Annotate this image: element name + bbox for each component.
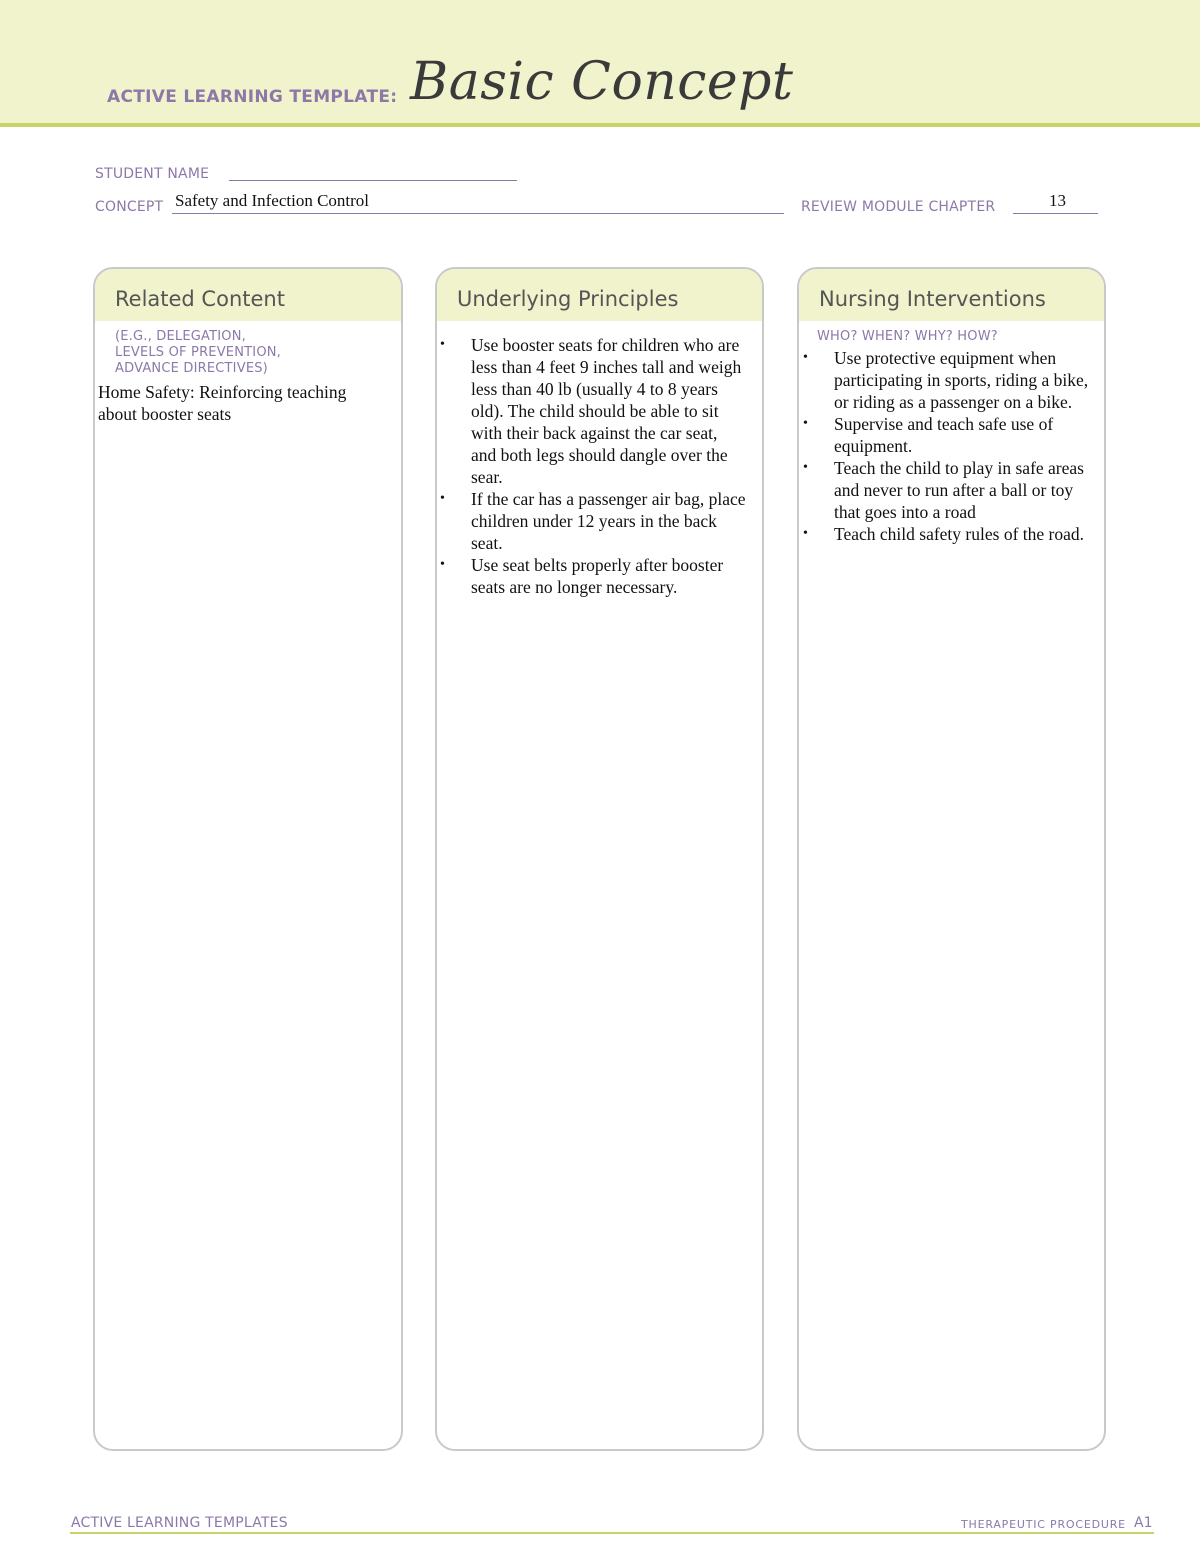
bullet-icon: • (803, 526, 808, 541)
list-item (440, 554, 746, 598)
bullet-icon: • (803, 460, 808, 475)
underlying-principles-panel (435, 267, 764, 1451)
chapter-value: 13 (1049, 191, 1066, 210)
list-item (440, 488, 746, 554)
page-title: Basic Concept (410, 52, 794, 112)
interventions-list[interactable] (799, 345, 1104, 545)
footer-rule (70, 1532, 1154, 1534)
related-content-subtitle (95, 321, 401, 377)
concept-value: Safety and Infection Control (175, 191, 370, 210)
principle-text: Use seat belts properly after booster seats are no longer necessary. (471, 555, 724, 597)
bullet-icon: • (803, 416, 808, 431)
intervention-text: Teach the child to play in safe areas and never to run after a ball or toy that goes into a road (834, 458, 1084, 522)
list-item (803, 457, 1090, 523)
footer-right: THERAPEUTIC PROCEDURE (961, 1518, 1126, 1531)
concept-field[interactable] (172, 191, 784, 214)
subtitle-line: LEVELS OF PREVENTION, (115, 345, 282, 360)
nursing-interventions-title: Nursing Interventions (799, 269, 1104, 321)
intervention-text: Supervise and teach safe use of equipment. (834, 414, 1054, 456)
list-item (803, 347, 1090, 413)
intervention-text: Teach child safety rules of the road. (834, 524, 1084, 544)
header-rule (0, 123, 1200, 127)
chapter-field[interactable] (1013, 191, 1098, 214)
concept-label: CONCEPT (95, 199, 164, 215)
related-content-title: Related Content (95, 269, 401, 321)
student-name-field[interactable] (229, 166, 517, 181)
bullet-icon: • (440, 337, 445, 352)
bullet-icon: • (803, 350, 808, 365)
list-item (803, 523, 1090, 545)
bullet-icon: • (440, 491, 445, 506)
principle-text: Use booster seats for children who are less than 4 feet 9 inches tall and weigh less than 40 lb (usually 4 to 8 years old). The child should be able to sit with their back against the car seat, and both legs should dangle over the sear. (471, 335, 742, 487)
page-number: A1 (1134, 1515, 1153, 1531)
related-content-panel (93, 267, 403, 1451)
student-name-label: STUDENT NAME (95, 166, 210, 182)
subtitle-line: ADVANCE DIRECTIVES) (115, 361, 268, 376)
intervention-text: Use protective equipment when participating in sports, riding a bike, or riding as a passenger on a bike. (834, 348, 1089, 412)
related-content-text[interactable]: Home Safety: Reinforcing teaching about booster seats (98, 382, 347, 424)
list-item (440, 334, 746, 488)
underlying-principles-title: Underlying Principles (437, 269, 762, 321)
footer-left: ACTIVE LEARNING TEMPLATES (71, 1515, 288, 1531)
bullet-icon: • (440, 557, 445, 572)
chapter-label: REVIEW MODULE CHAPTER (801, 199, 996, 215)
list-item (803, 413, 1090, 457)
header-prefix: ACTIVE LEARNING TEMPLATE: (107, 87, 398, 107)
nursing-interventions-panel (797, 267, 1106, 1451)
subtitle-line: (E.G., DELEGATION, (115, 329, 246, 344)
principle-text: If the car has a passenger air bag, place children under 12 years in the back seat. (471, 489, 746, 553)
nursing-interventions-subtitle: WHO? WHEN? WHY? HOW? (817, 329, 998, 344)
principles-list[interactable] (437, 321, 762, 598)
